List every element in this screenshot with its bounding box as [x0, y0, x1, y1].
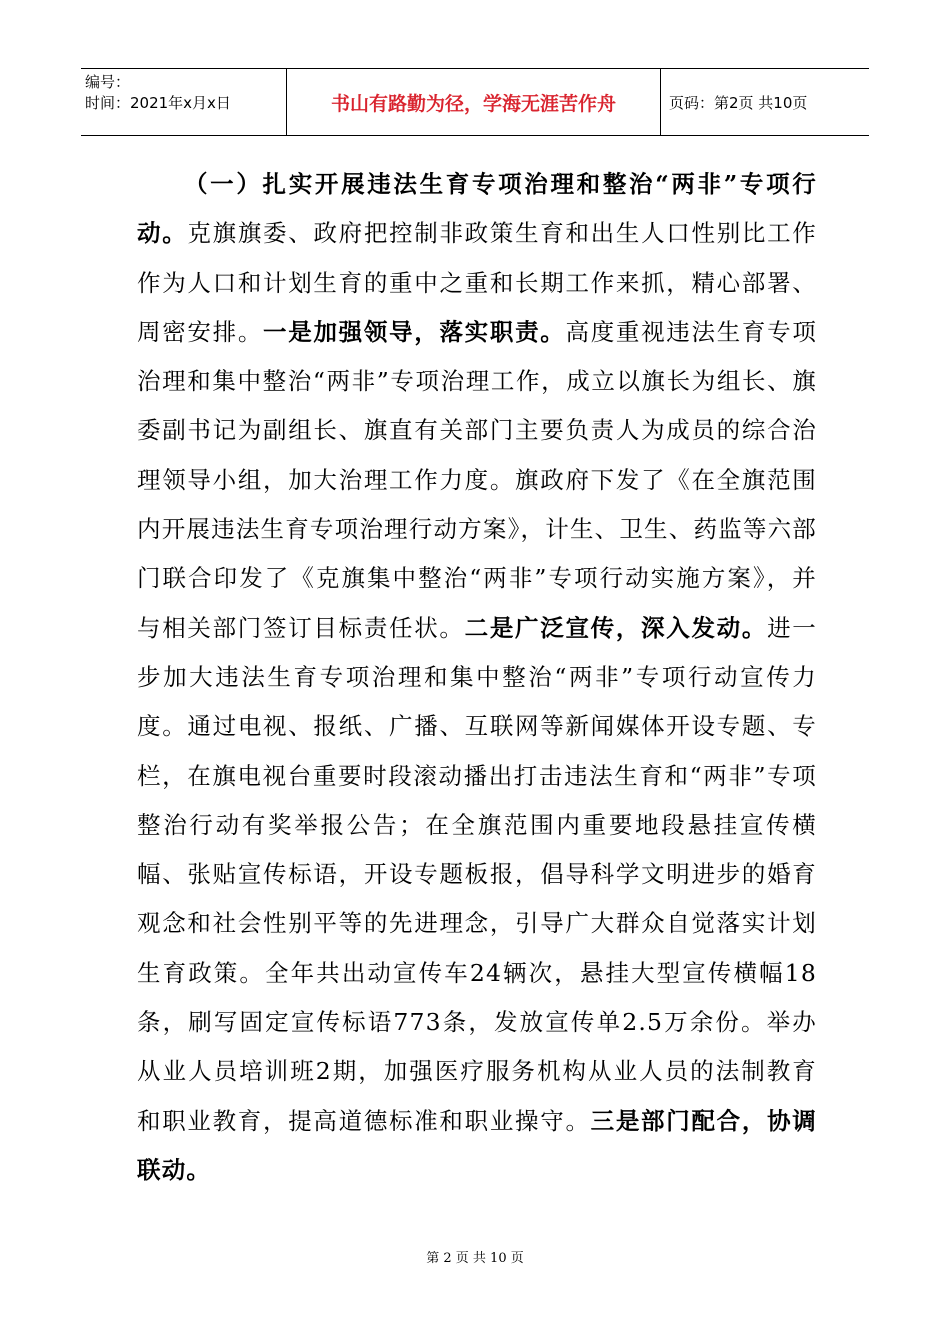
body-text-intro: 克旗旗委、政府把控制非政策生育和出生人口性别比工作作为人口和计划生育的重中之重和长期工作来抓，精心部署、周密安排。	[137, 219, 818, 346]
point-two-heading: 二是广泛宣传，深入发动。	[464, 613, 768, 642]
header-page-label: 页码：第2页 共10页	[661, 69, 870, 136]
page-footer: 第 2 页 共 10 页	[426, 1251, 524, 1266]
body-text-point-two: 进一步加大违法生育专项治理和集中整治“两非”专项行动宣传力度。通过电视、报纸、广播、互联网等新闻媒体开设专题、专栏，在旗电视台重要时段滚动播出打击违法生育和“两非”专项整治行动有奖举报公告；在全旗范围内重要地段悬挂宣传横幅、张贴宣传标语，开设专题板报，倡导科学文明进步的婚育观念和社会性别平等的先进理念，引导广大群众自觉落实计划生育政策。全年共出动宣传车24辆次，悬挂大型宣传横幅18条，刷写固定宣传标语773条，发放宣传单2.5万余份。举办从业人员培训班2期，加强医疗服务机构从业人员的法制教育和职业教育，提高道德标准和职业操守。	[137, 613, 817, 1135]
header-meta-cell	[81, 69, 287, 136]
body-paragraph	[137, 160, 817, 1195]
number-label: 编号：	[85, 73, 131, 91]
date-label: 时间：2021年x月x日	[85, 94, 231, 112]
section-heading: （一）扎实开展违法生育专项治理和整治“两非”专项行动。	[137, 170, 817, 248]
point-three-heading: 三是部门配合，协调联动。	[137, 1106, 817, 1184]
header-table	[81, 68, 869, 136]
point-one-heading: 一是加强领导，落实职责。	[263, 317, 566, 346]
header-motto: 书山有路勤为径，学海无涯苦作舟	[287, 69, 661, 136]
body-text-point-one: 高度重视违法生育专项治理和集中整治“两非”专项治理工作，成立以旗长为组长、旗委副书记为副组长、旗直有关部门主要负责人为成员的综合治理领导小组，加大治理工作力度。旗政府下发了《在全旗范围内开展违法生育专项治理行动方案》，计生、卫生、药监等六部门联合印发了《克旗集中整治“两非”专项行动实施方案》，并与相关部门签订目标责任状。	[137, 317, 818, 642]
